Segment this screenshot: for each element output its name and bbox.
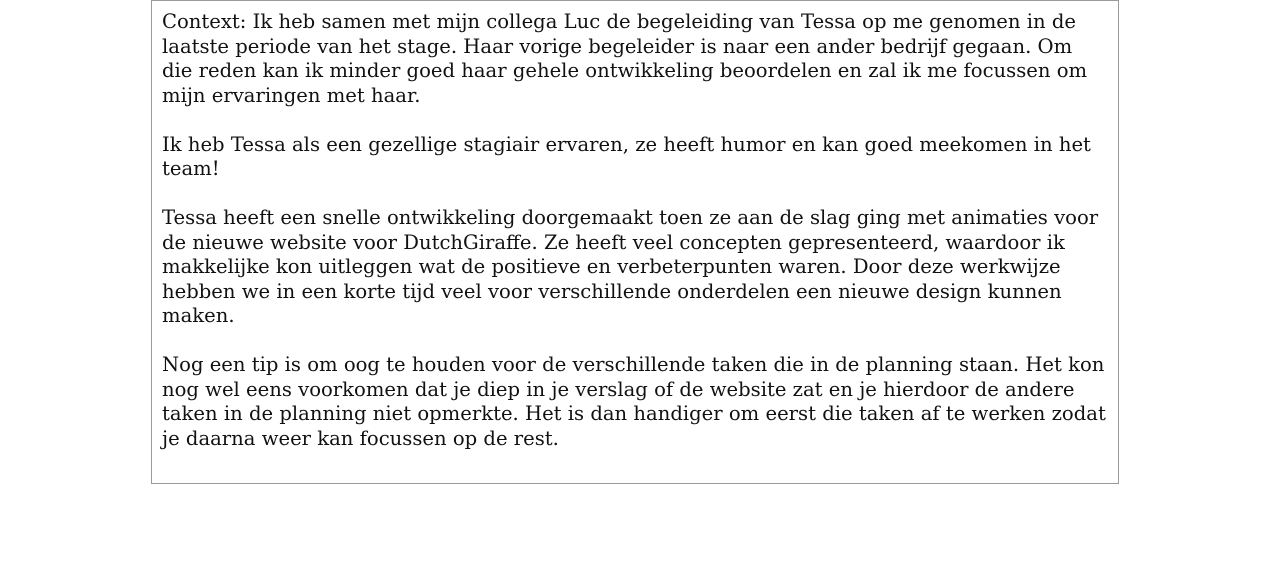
feedback-text-box — [151, 0, 1119, 484]
context-paragraph: Context: Ik heb samen met mijn collega Luc de begeleiding van Tessa op me genomen in de laatste periode van het stage. Haar vorige begeleider is naar een ander bedrijf gegaan. Om die reden kan ik minder goed haar gehele ontwikkeling beoordelen en zal ik me focussen om mijn ervaringen met haar. — [162, 10, 1088, 107]
development-paragraph: Tessa heeft een snelle ontwikkeling doorgemaakt toen ze aan de slag ging met animaties voor de nieuwe website voor DutchGiraffe. Ze heeft veel concepten gepresenteerd, waardoor ik makkelijke kon uitleggen wat de positieve en verbeterpunten waren. Door deze werkwijze hebben we in een korte tijd veel voor verschillende onderdelen een nieuwe design kunnen maken. — [162, 206, 1099, 327]
impression-paragraph: Ik heb Tessa als een gezellige stagiair ervaren, ze heeft humor en kan goed meekomen in het team! — [162, 132, 1091, 180]
tip-paragraph: Nog een tip is om oog te houden voor de verschillende taken die in de planning staan. Het kon nog wel eens voorkomen dat je diep in je verslag of de website zat en je hierdoor de andere taken in de planning niet opmerkte. Het is dan handiger om eerst die taken af te werken zodat je daarna weer kan focussen op de rest. — [162, 353, 1106, 450]
